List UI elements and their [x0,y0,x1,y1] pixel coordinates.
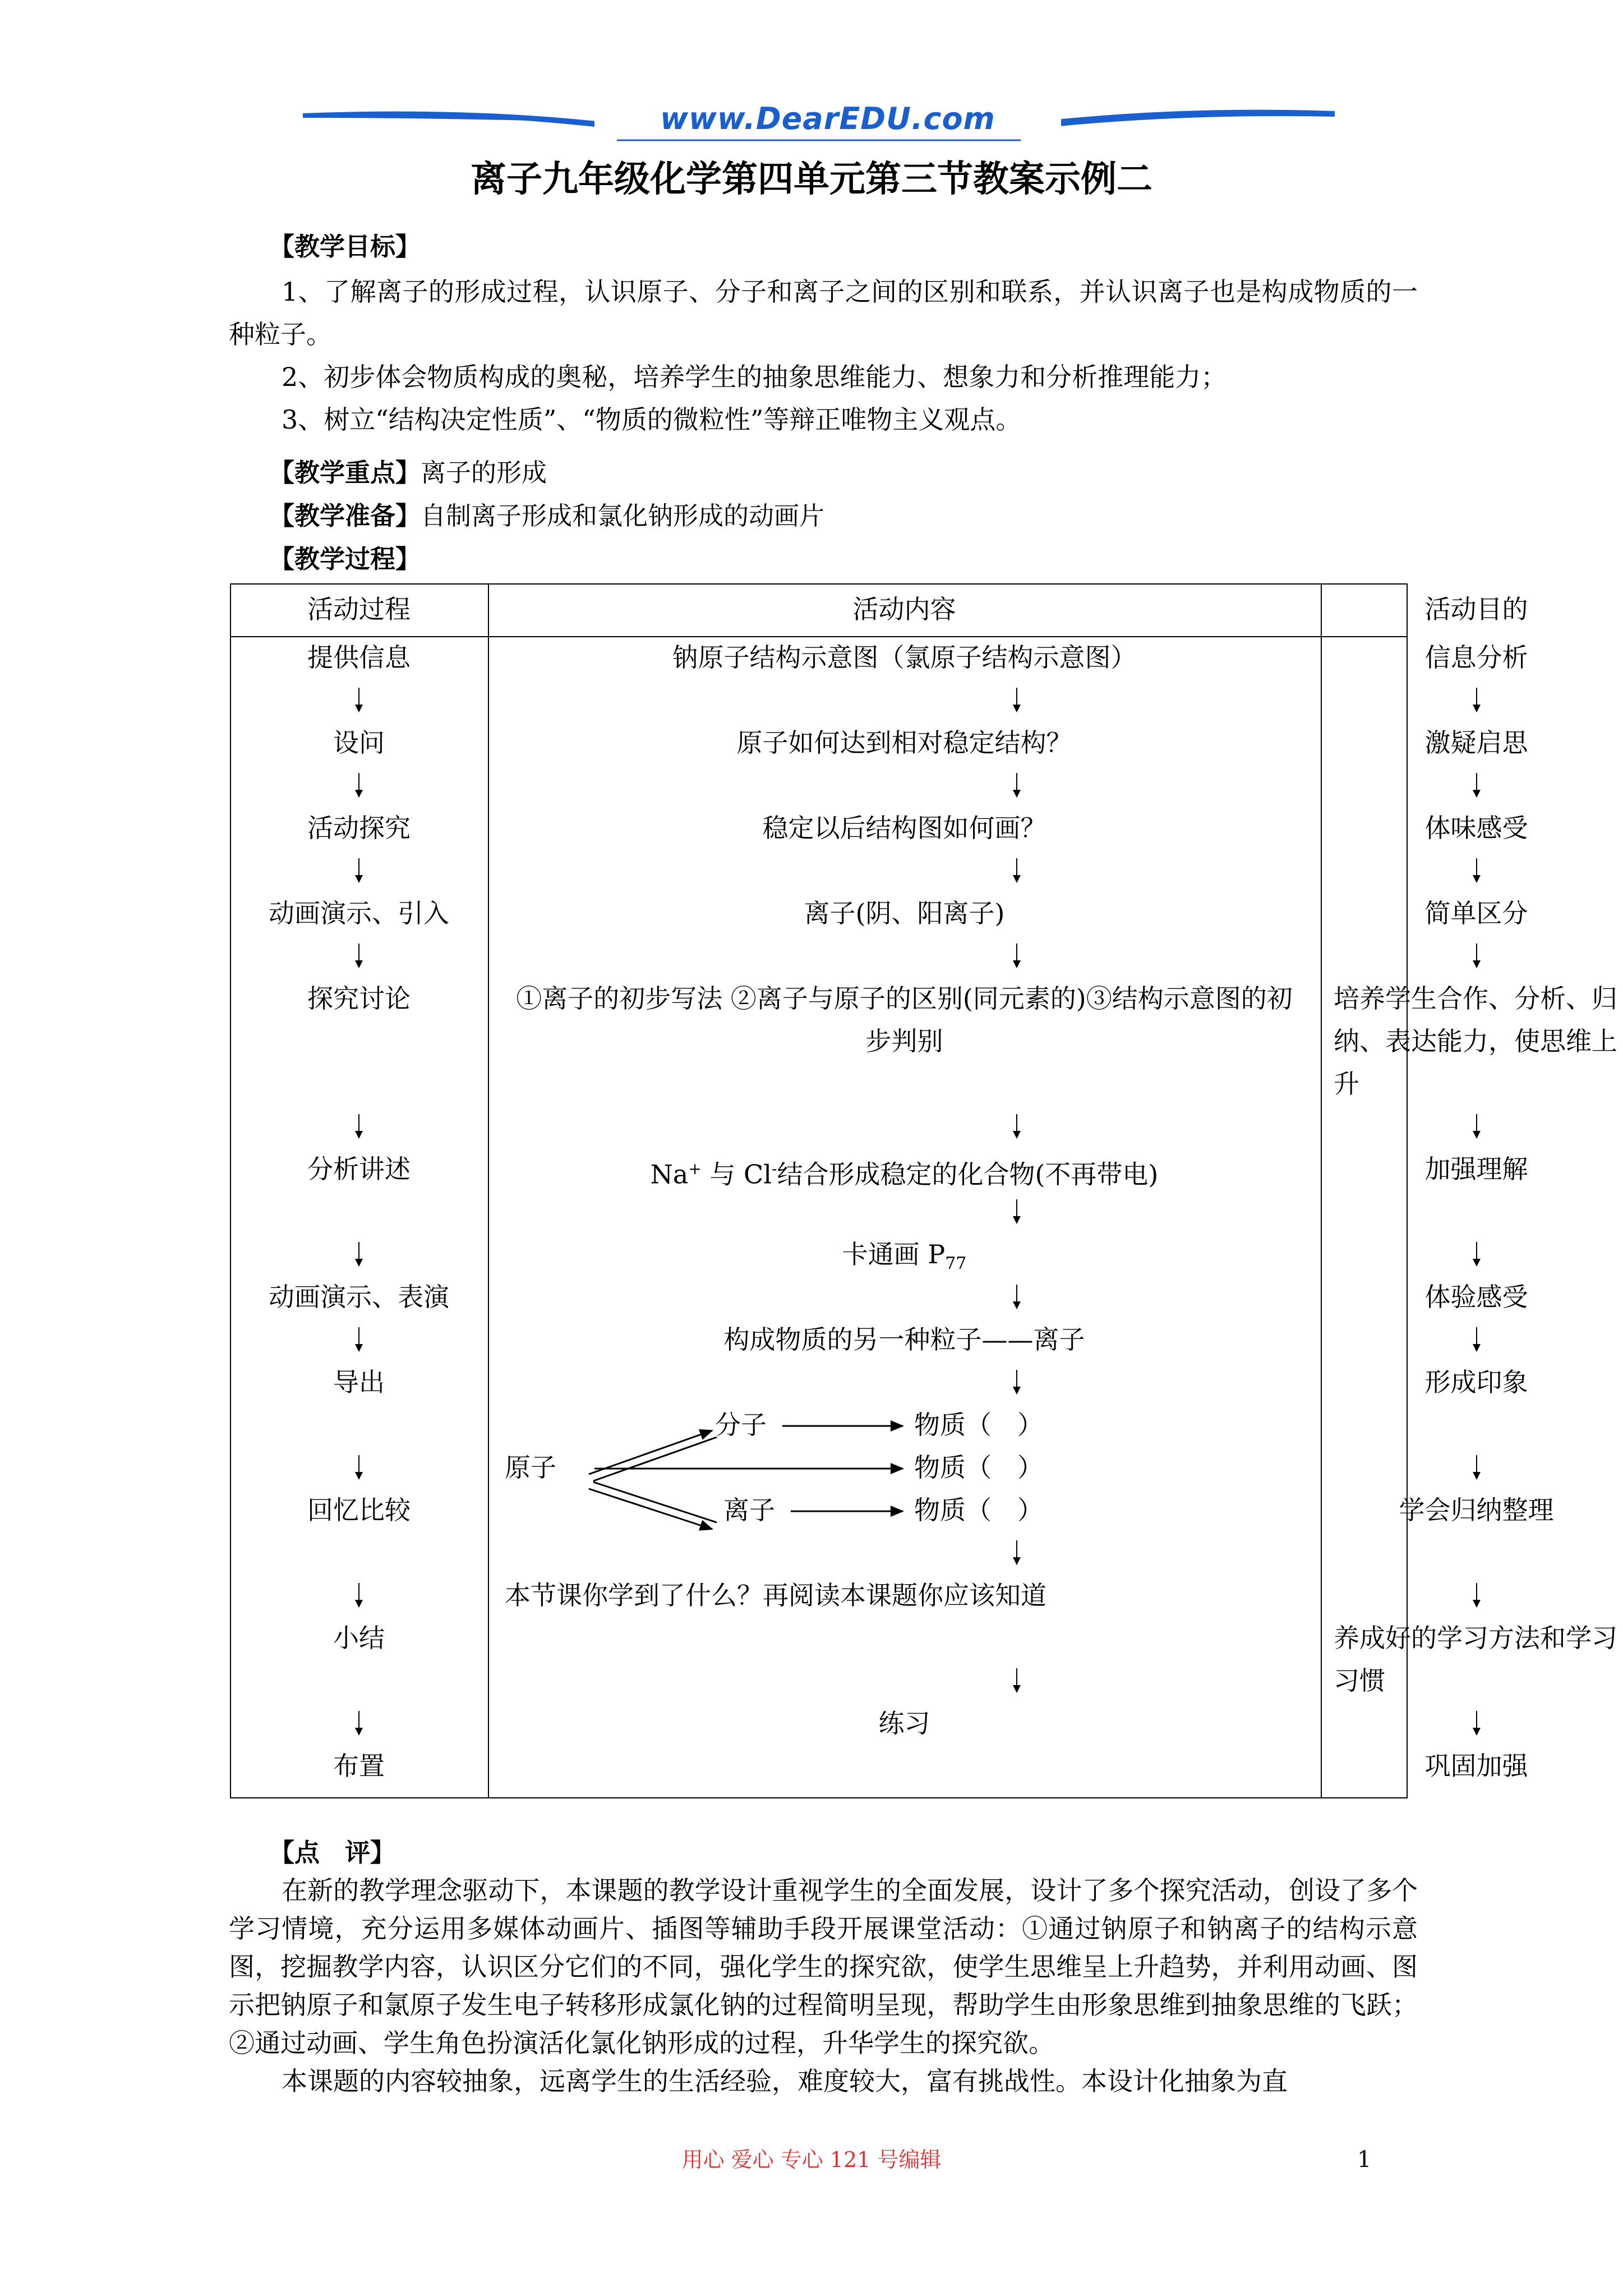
key-point-value: 离子的形成 [421,458,547,487]
down-arrow-icon [1473,1455,1481,1480]
step-label: 探究讨论 [307,983,411,1014]
plus-charge: + [688,1159,702,1178]
down-arrow-icon [1473,858,1481,883]
down-arrow-icon [1473,944,1481,968]
down-arrow-icon [1473,773,1481,798]
substance-label: 物质（ ） [914,1495,1043,1525]
content-text: 稳定以后结构图如何画？ [762,813,1046,843]
step-label: 小结 [333,1623,385,1653]
down-arrow-icon [1473,1711,1481,1736]
down-arrow-icon [1473,688,1481,712]
content-text: 钠原子结构示意图（氯原子结构示意图） [672,642,1137,673]
content-text: 原子如何达到相对稳定结构？ [736,728,1072,758]
minus-charge: - [771,1159,777,1178]
key-point-heading: 【教学重点】 [269,458,421,487]
content-text: ①离子的初步写法 ②离子与原子的区别(同元素的)③结构示意图的初步判别 [516,983,1293,1056]
review-heading: 【点 评】 [269,1838,396,1867]
purpose-text: 加强理解 [1424,1154,1528,1184]
objectives-list [229,270,1418,441]
content-text: 练习 [878,1708,930,1738]
purpose-text: 形成印象 [1424,1367,1528,1397]
review-body [229,1871,1418,2100]
down-arrow-icon [1013,1668,1021,1693]
down-arrow-icon [1473,1327,1481,1352]
review-paragraph: 在新的教学理念驱动下，本课题的教学设计重视学生的全面发展，设计了多个探究活动，创设了多个学习情境，充分运用多媒体动画片、插图等辅助手段开展课堂活动：①通过钠原子和钠离子的结构示意图，挖掘教学内容，认识区分它们的不同，强化学生的探究欲，使学生思维呈上升趋势，并利用动画、图示把钠原子和氯原子发生电子转移形成氯化钠的过程简明呈现，帮助学生由形象思维到抽象思维的飞跃；②通过动画、学生角色扮演活化氯化钠形成的过程，升华学生的探究欲。 [229,1875,1418,2058]
down-arrow-icon [1473,1114,1481,1139]
purpose-text: 信息分析 [1424,642,1528,673]
step-label: 导出 [333,1367,385,1397]
step-label: 活动探究 [307,813,411,843]
down-arrow-icon [1473,1242,1481,1267]
objective-item: 2、初步体会物质构成的奥秘，培养学生的抽象思维能力、想象力和分析推理能力； [282,362,1227,392]
purpose-text: 养成好的学习方法和学习习惯 [1334,1623,1617,1696]
page-number: 1 [1357,2147,1372,2173]
step-label: 设问 [333,728,385,758]
down-arrow-icon [1473,1583,1481,1608]
purpose-text: 体味感受 [1424,813,1528,843]
sodium-symbol: Na [650,1159,689,1190]
purpose-text: 激疑启思 [1424,728,1528,758]
cartoon-label: 卡通画 P [842,1239,946,1269]
objective-item: 1、了解离子的形成过程，认识原子、分子和离子之间的区别和联系，并认识离子也是构成物质的一种粒子。 [229,277,1418,349]
objectives-heading: 【教学目标】 [269,232,421,261]
compound-text: 结合形成稳定的化合物(不再带电) [777,1159,1159,1190]
step-label: 回忆比较 [307,1495,411,1525]
ion-label: 离子 [723,1495,775,1525]
step-label: 动画演示、引入 [269,898,449,928]
molecule-label: 分子 [715,1410,767,1440]
substance-label: 物质（ ） [914,1452,1043,1483]
purpose-text: 学会归纳整理 [1399,1495,1554,1525]
footer-note: 用心 爱心 专心 121 号编辑 [681,2147,942,2172]
site-url[interactable]: www.DearEDU.com [594,101,1061,136]
process-table [230,583,1617,1798]
objective-item: 3、树立“结构决定性质”、“物质的微粒性”等辩正唯物主义观点。 [282,404,1022,435]
content-text: 构成物质的另一种粒子——离子 [723,1324,1085,1355]
step-label: 分析讲述 [307,1154,411,1184]
chlorine-symbol: 与 Cl [701,1159,772,1190]
column-header: 活动过程 [307,594,411,624]
column-header: 活动内容 [852,594,956,624]
purpose-text: 简单区分 [1424,898,1528,928]
preparation [269,496,824,536]
step-label: 动画演示、表演 [269,1282,449,1312]
purpose-text: 巩固加强 [1424,1751,1528,1781]
page-subscript: 77 [945,1254,967,1274]
content-text: 离子(阴、阳离子) [804,898,1005,928]
atom-label: 原子 [505,1452,556,1483]
purpose-text: 体验感受 [1424,1282,1528,1312]
step-label: 布置 [333,1751,385,1781]
key-point [269,453,547,493]
step-label: 提供信息 [307,642,411,673]
document-title: 离子九年级化学第四单元第三节教案示例二 [471,158,1152,200]
review-paragraph: 本课题的内容较抽象，远离学生的生活经验，难度较大，富有挑战性。本设计化抽象为直 [282,2066,1288,2096]
preparation-heading: 【教学准备】 [269,501,421,531]
preparation-value: 自制离子形成和氯化钠形成的动画片 [421,501,825,531]
substance-label: 物质（ ） [914,1410,1043,1440]
down-arrow-icon [1013,1540,1021,1565]
purpose-text: 培养学生合作、分析、归纳、表达能力，使思维上升 [1334,983,1617,1099]
content-text: 本节课你学到了什么？再阅读本课题你应该知道 [505,1580,1046,1611]
column-header: 活动目的 [1424,594,1528,624]
process-heading: 【教学过程】 [269,544,421,574]
